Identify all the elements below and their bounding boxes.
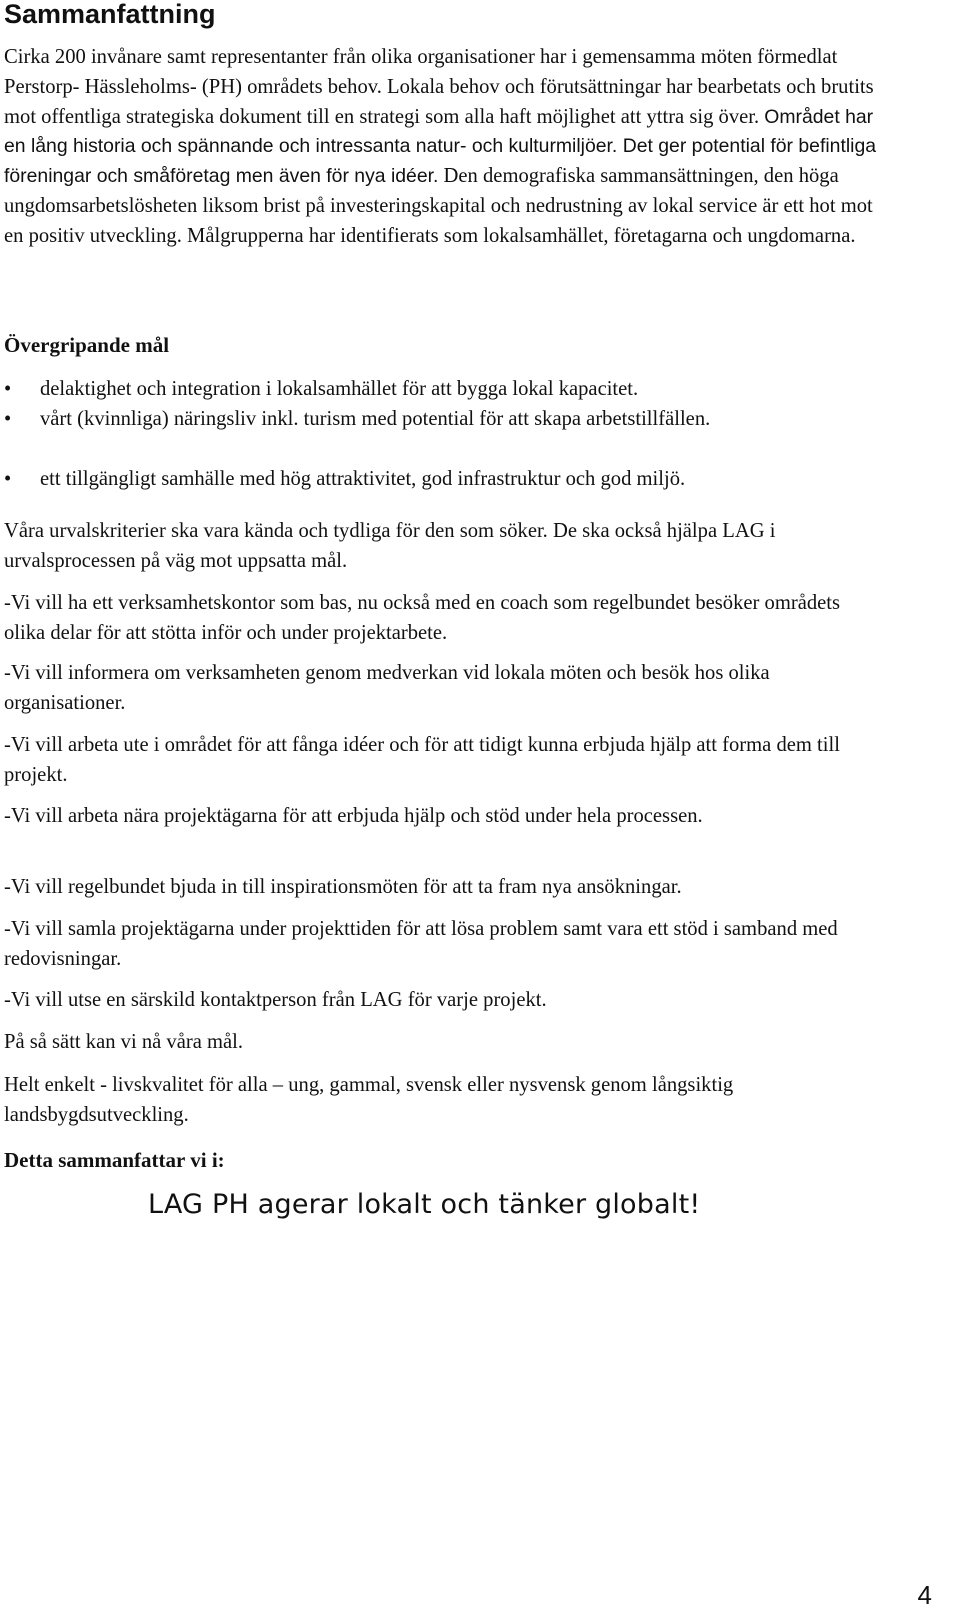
paragraph-reach-goals: På så sätt kan vi nå våra mål. [4, 1031, 244, 1053]
goals-heading: Övergripande mål [4, 333, 170, 357]
paragraph-gather-owners: -Vi vill samla projektägarna under projekttiden för att lösa problem samt vara ett stöd i samband med redovisningar. [4, 918, 838, 970]
goal-text: ett tillgängligt samhälle med hög attraktivitet, god infrastruktur och god miljö. [40, 468, 686, 490]
page-number: 4 [917, 1580, 932, 1610]
intro-text-part-3: Den demografiska sammansättningen, den höga ungdomsarbetslösheten liksom brist på investeringskapital och nedrustning av lokal service är ett hot mot en positiv utveckling. Målgrupperna har identifierats som lokalsamhället, företagarna och ungdomarna. [4, 165, 873, 247]
page-title: Sammanfattning [4, 0, 216, 29]
paragraph-project-support: -Vi vill arbeta nära projektägarna för att erbjuda hjälp och stöd under hela processen. [4, 805, 703, 827]
motto: LAG PH agerar lokalt och tänker globalt! [148, 1189, 701, 1220]
paragraph-inform: -Vi vill informera om verksamheten genom medverkan vid lokala möten och besök hos olika organisationer. [4, 662, 770, 714]
goal-text: vårt (kvinnliga) näringsliv inkl. turism med potential för att skapa arbetstillfällen. [40, 408, 711, 430]
paragraph-quality-of-life: Helt enkelt - livskvalitet för alla – ung, gammal, svensk eller nysvensk genom långsiktig landsbygdsutveckling. [4, 1074, 734, 1126]
paragraph-selection-criteria: Våra urvalskriterier ska vara kända och tydliga för den som söker. De ska också hjälpa LAG i urvalsprocessen på väg mot uppsatta mål. [4, 520, 776, 572]
paragraph-contact-person: -Vi vill utse en särskild kontaktperson från LAG för varje projekt. [4, 989, 547, 1011]
goal-text: delaktighet och integration i lokalsamhället för att bygga lokal kapacitet. [40, 378, 639, 400]
intro-text-part-1: Cirka 200 invånare samt representanter från olika organisationer har i gemensamma möten förmedlat Perstorp- Hässleholms- (PH) områdets behov. Lokala behov och förutsättningar har bearbetats och brutits mot offentliga strategiska dokument till en strategi som alla haft möjlighet att yttra sig över. [4, 46, 874, 128]
bullet-icon: • [4, 468, 12, 490]
intro-text-part-2: Området har en lång historia och spännande och intressanta natur- och kulturmiljöer. Det ger potential för befintliga föreningar och småföretag men även för nya idéer. [4, 105, 877, 188]
bullet-icon: • [4, 408, 12, 430]
intro-paragraph [4, 43, 884, 252]
paragraph-inspiration: -Vi vill regelbundet bjuda in till inspirationsmöten för att ta fram nya ansökningar. [4, 876, 682, 898]
bullet-icon: • [4, 378, 12, 400]
paragraph-office: -Vi vill ha ett verksamhetskontor som bas, nu också med en coach som regelbundet besöker områdets olika delar för att stötta inför och under projektarbete. [4, 592, 841, 644]
paragraph-field-work: -Vi vill arbeta ute i området för att fånga idéer och för att tidigt kunna erbjuda hjälp att forma dem till projekt. [4, 734, 840, 786]
summary-heading: Detta sammanfattar vi i: [4, 1148, 225, 1172]
